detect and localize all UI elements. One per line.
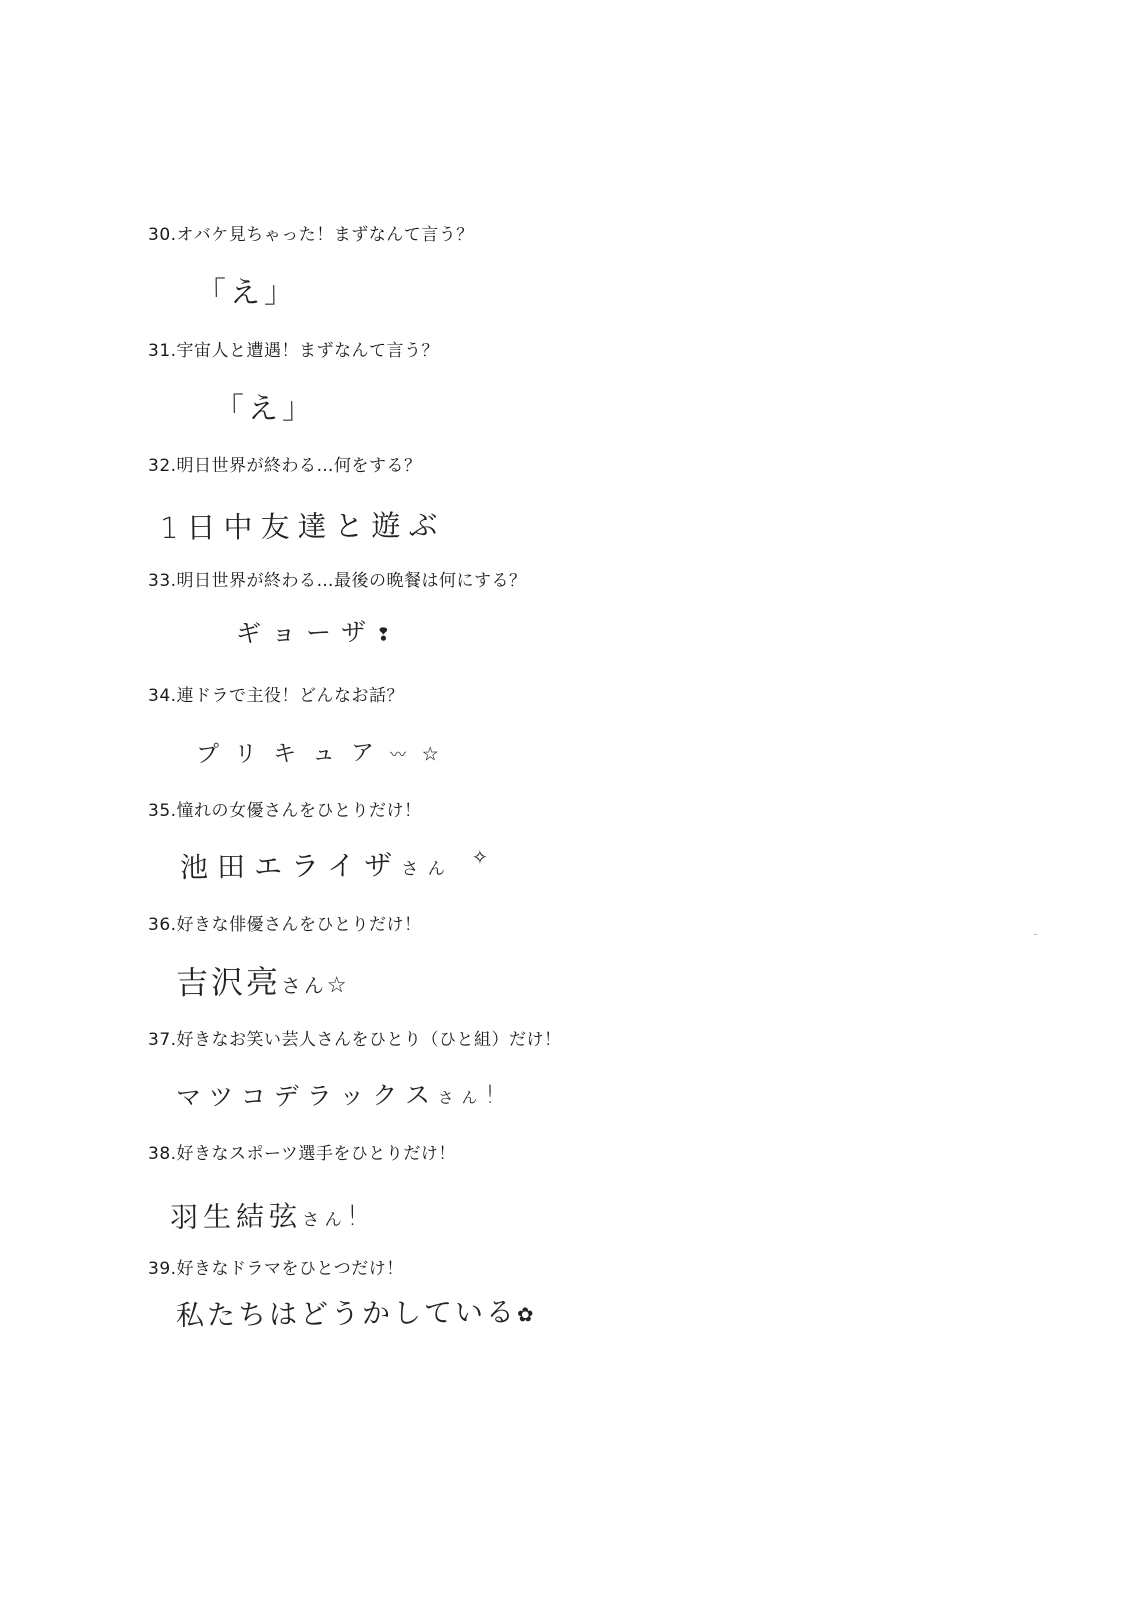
question-39: 39.好きなドラマをひとつだけ！ — [148, 1259, 404, 1279]
answer-34: プリキュア〰☆ — [195, 739, 455, 768]
exclamation-diamond-icon: ❢ — [375, 625, 401, 646]
answer-35: 池田エライザさん ✧ — [179, 845, 498, 884]
question-35: 35.憧れの女優さんをひとりだけ！ — [148, 801, 422, 821]
answer-33: ギョーザ❢ — [235, 617, 401, 648]
sparkle-icon: ✧ — [471, 845, 498, 869]
answer-37: マツコデラックスさん! — [175, 1079, 504, 1112]
answer-30: 「え」 — [195, 274, 299, 311]
flower-icon: ✿ — [516, 1303, 537, 1327]
question-32: 32.明日世界が終わる…何をする？ — [148, 456, 422, 476]
question-33: 33.明日世界が終わる…最後の晩餐は何にする？ — [148, 571, 527, 591]
question-31: 31.宇宙人と遭遇！まずなんて言う？ — [148, 341, 440, 361]
answer-31: 「え」 — [213, 390, 317, 427]
wave-star-decoration: 〰☆ — [390, 744, 455, 764]
question-38: 38.好きなスポーツ選手をひとりだけ！ — [148, 1144, 456, 1164]
question-37: 37.好きなお笑い芸人さんをひとり（ひと組）だけ！ — [148, 1030, 562, 1050]
answer-39: 私たちはどうかしている✿ — [175, 1295, 537, 1332]
scan-speck — [1034, 934, 1037, 935]
question-30: 30.オバケ見ちゃった！まずなんて言う？ — [148, 225, 474, 245]
star-icon: ☆ — [326, 972, 350, 999]
answer-32: 1日中友達と遊ぶ — [159, 508, 446, 545]
question-34: 34.連ドラで主役！どんなお話？ — [148, 686, 405, 706]
answer-38: 羽生結弦さん! — [169, 1198, 364, 1234]
answer-36: 吉沢亮さん☆ — [175, 962, 350, 1002]
question-36: 36.好きな俳優さんをひとりだけ！ — [148, 915, 422, 935]
